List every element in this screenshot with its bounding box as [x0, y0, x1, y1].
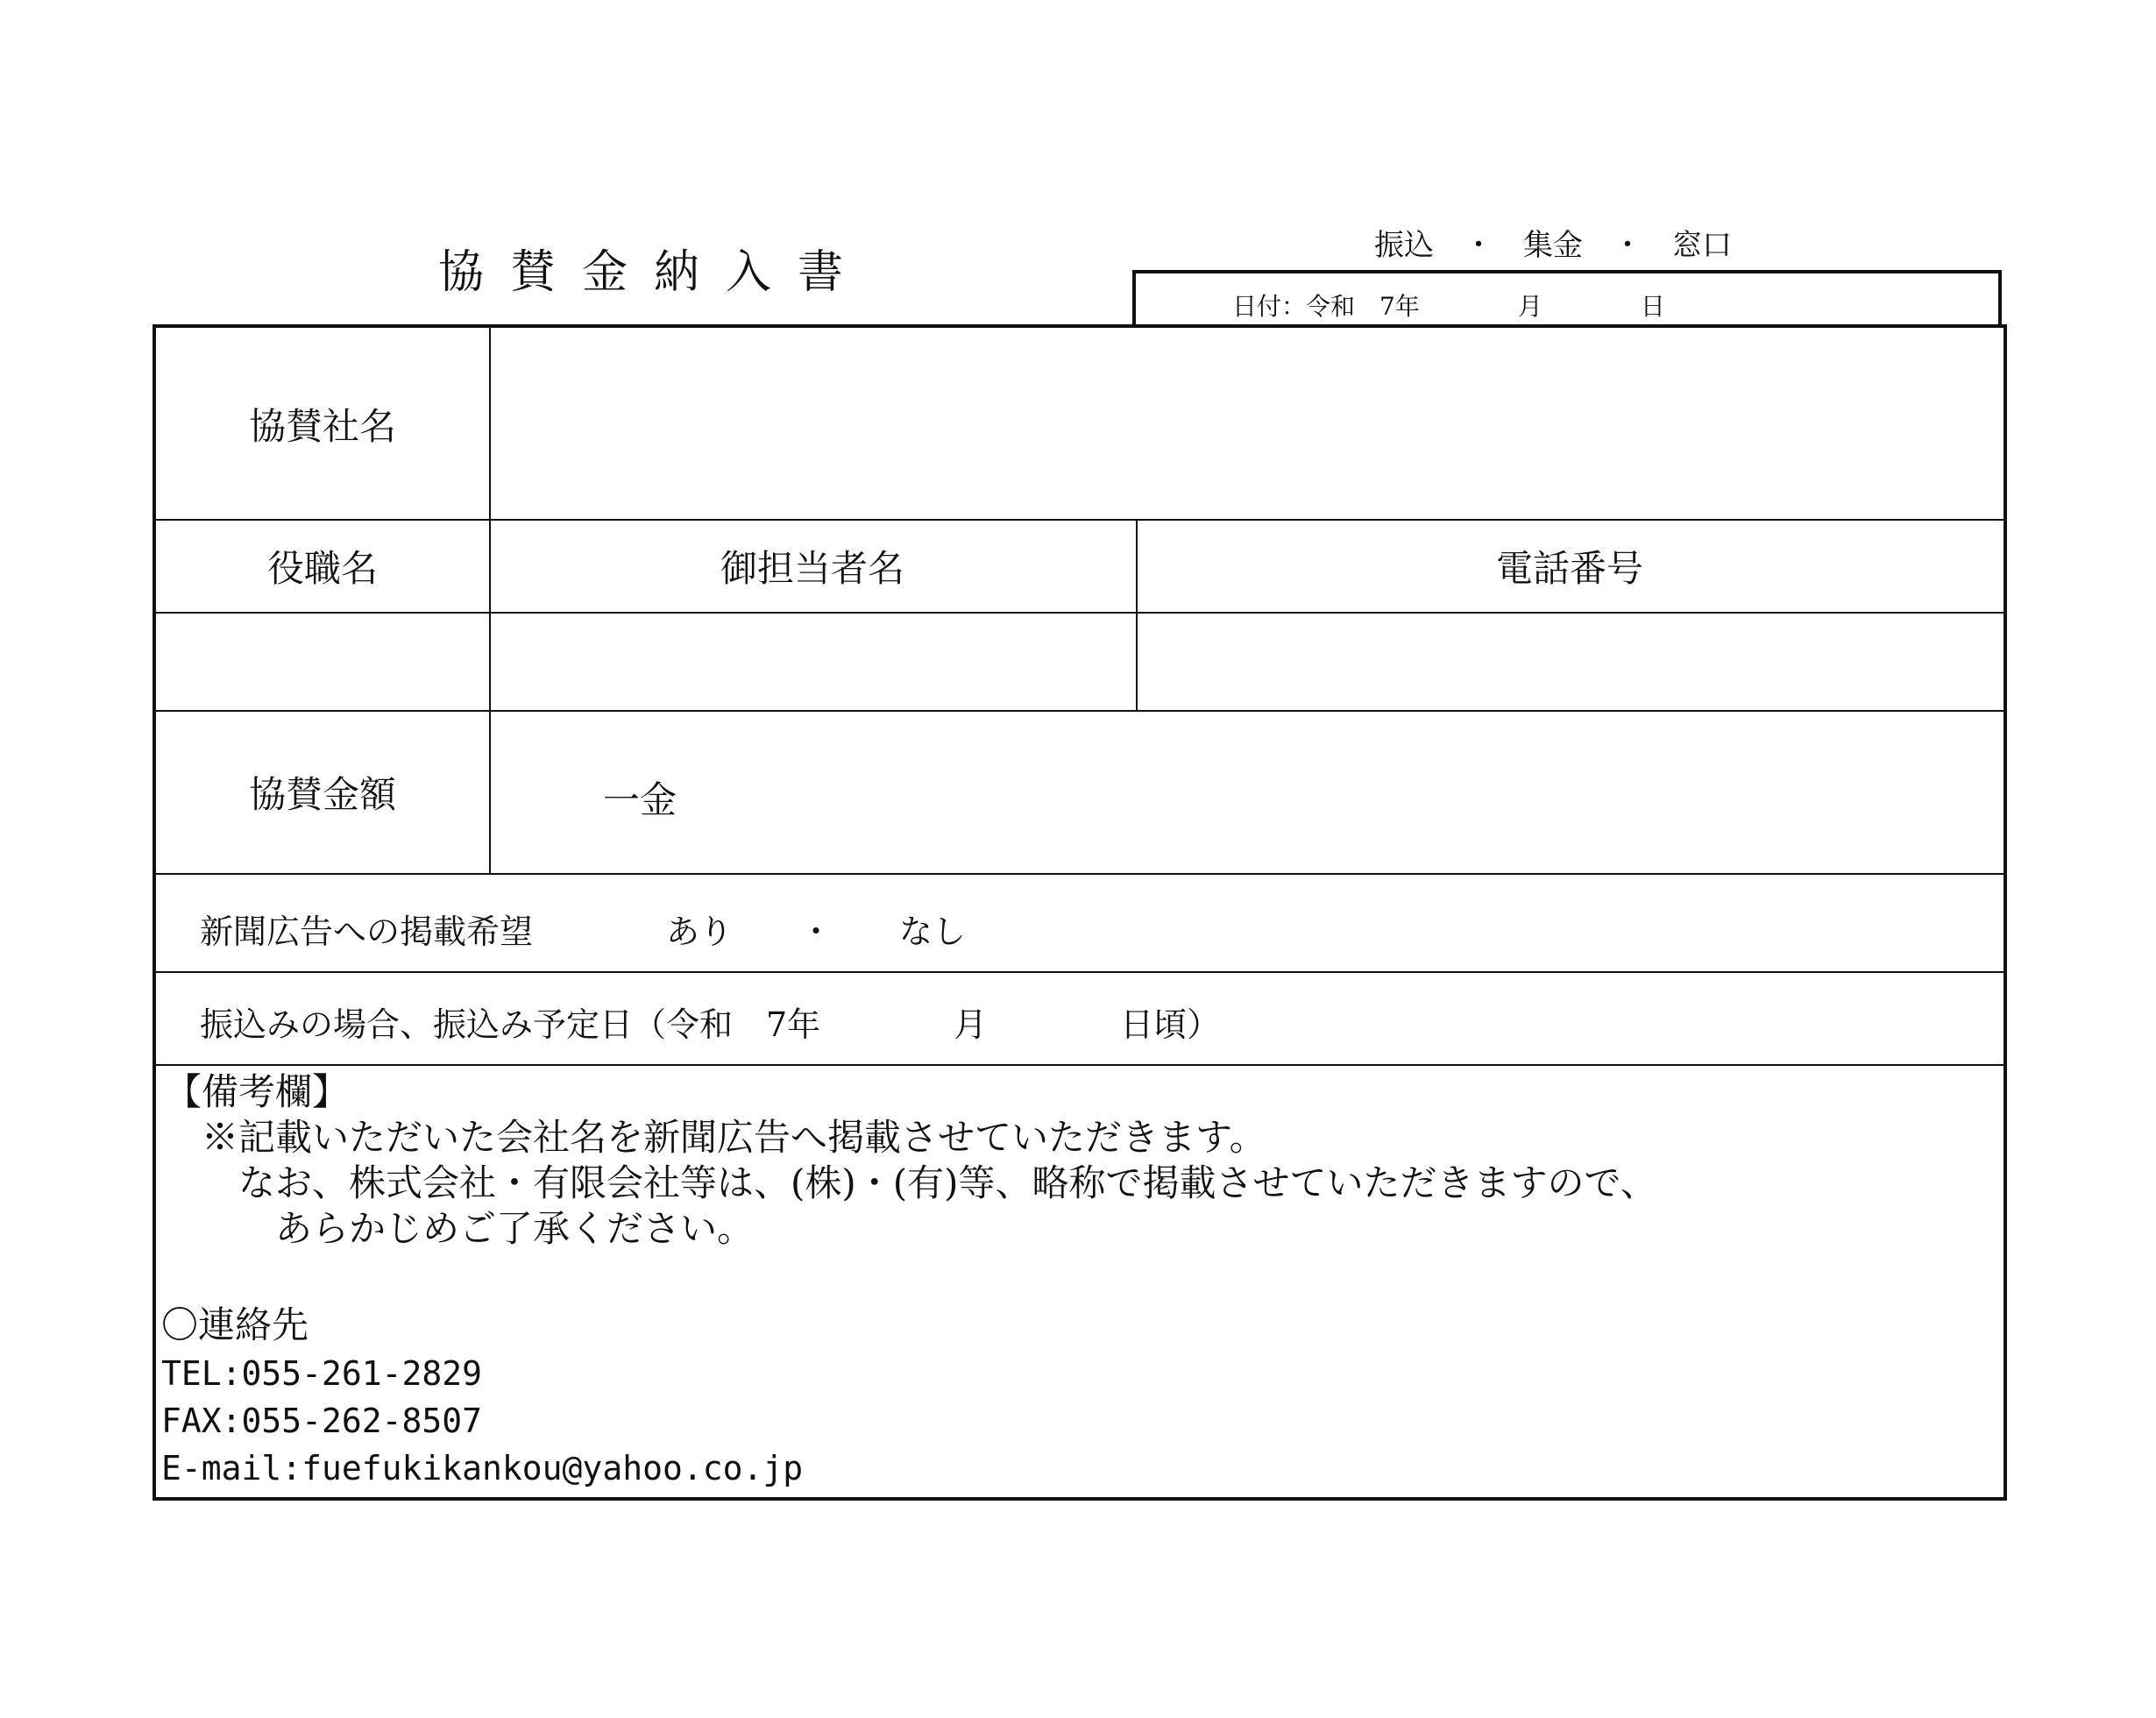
payment-methods: 振込 ・ 集金 ・ 窓口	[1374, 228, 1732, 263]
row-divider	[156, 971, 2004, 973]
position-field[interactable]	[156, 614, 489, 710]
newspaper-ad-row[interactable]: 新聞広告への掲載希望 あり ・ なし	[200, 912, 967, 951]
date-field[interactable]: 日付：令和 7年 月 日	[1232, 292, 1665, 321]
contact-fax: FAX:055-262-8507	[161, 1402, 483, 1440]
contact-heading: 〇連絡先	[161, 1303, 309, 1346]
contact-email[interactable]: E-mail:fuefukikankou@yahoo.co.jp	[161, 1449, 804, 1487]
remarks-line: あらかじめご了承ください。	[165, 1207, 755, 1250]
contact-person-field[interactable]	[491, 614, 1136, 710]
remarks-line: なお、株式会社・有限会社等は、(株)・(有)等、略称で掲載させていただきますので、	[165, 1161, 1657, 1204]
row-divider	[156, 710, 2004, 712]
contact-person-label: 御担当者名	[720, 547, 905, 590]
contact-tel: TEL:055-261-2829	[161, 1354, 483, 1393]
amount-field[interactable]: 一金	[603, 778, 677, 821]
transfer-date-row[interactable]: 振込みの場合、振込み予定日（令和 7年 月 日頃）	[200, 1005, 1221, 1044]
remarks-heading: 【備考欄】	[165, 1070, 350, 1113]
phone-field[interactable]	[1138, 614, 2004, 710]
date-box	[1132, 270, 2002, 324]
phone-label: 電話番号	[1495, 547, 1644, 590]
position-label: 役職名	[266, 547, 379, 590]
row-divider	[156, 1064, 2004, 1066]
amount-label: 協賛金額	[248, 773, 397, 816]
row-divider	[156, 519, 2004, 521]
remarks-line: ※記載いただいた会社名を新聞広告へ掲載させていただきます。	[165, 1116, 1266, 1159]
company-name-field[interactable]	[491, 328, 2004, 519]
form-title: 協賛金納入書	[438, 246, 870, 299]
form-table	[152, 324, 2007, 1501]
row-divider	[156, 873, 2004, 875]
company-name-label: 協賛社名	[248, 405, 397, 448]
